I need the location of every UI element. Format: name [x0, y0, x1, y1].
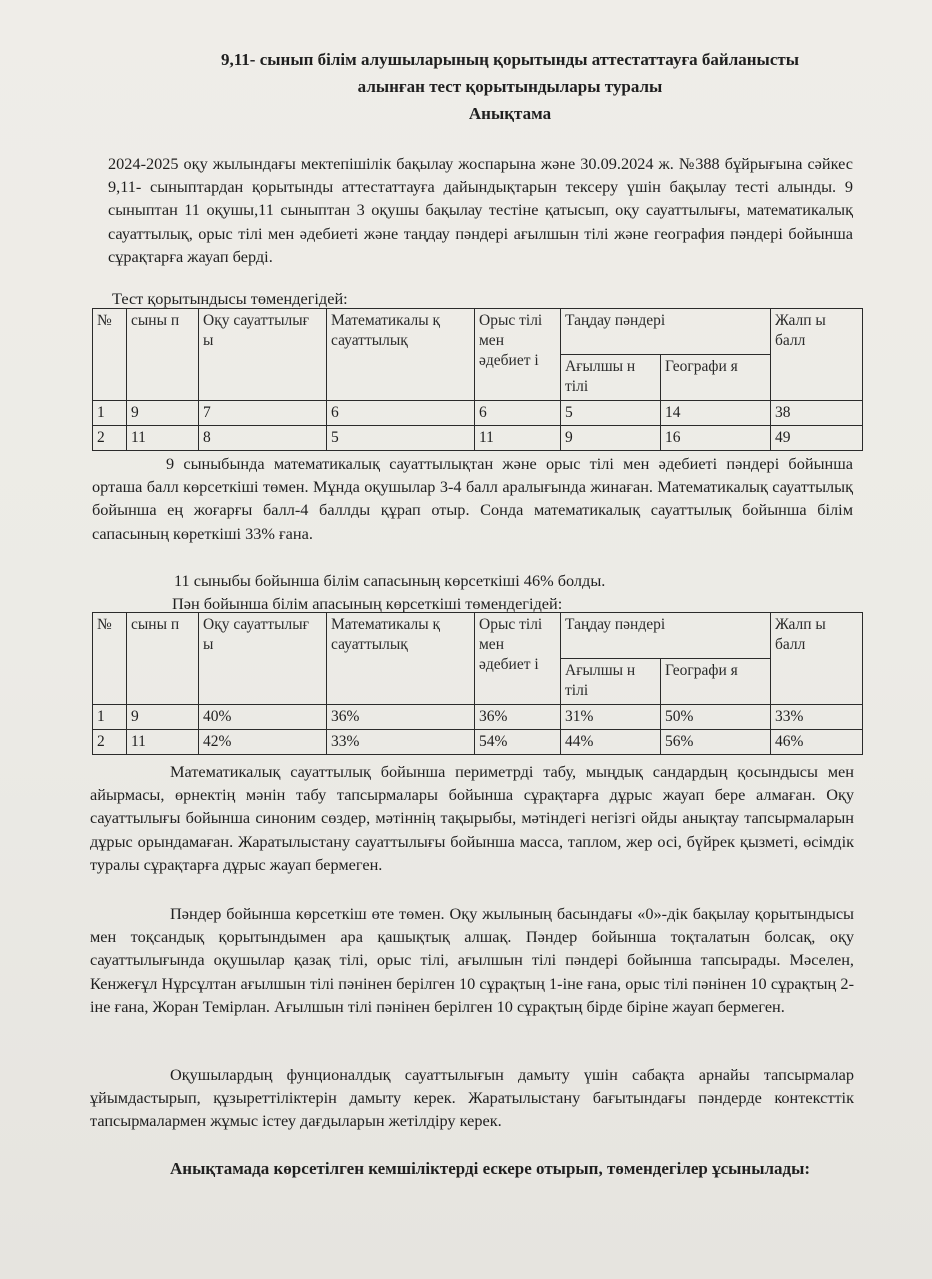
header-reading: Оқу сауаттылығ ы [199, 613, 327, 705]
table-cell: 11 [127, 426, 199, 451]
table-cell: 56% [661, 730, 771, 755]
table-cell: 2 [93, 426, 127, 451]
table-cell: 2 [93, 730, 127, 755]
table-cell: 40% [199, 705, 327, 730]
table-cell: 9 [127, 705, 199, 730]
intro-paragraph: 2024-2025 оқу жылындағы мектепішілік бақылау жоспарына және 30.09.2024 ж. №388 бұйрығына сәйкес 9,11- сыныптардан қорытынды аттестаттауға дайындықтарын тексеру үшін бақылау тесті алынды. 9 сыныптан 11 оқушы,11 сыныптан 3 оқушы бақылау тестіне қатысып, оқу сауаттылығы, математикалық сауаттылық, орыс тілі мен әдебиеті және таңдау пәндері ағылшын тілі және география пәндері бойынша сұрақтарға жауап берді. [108, 154, 853, 266]
header-math: Математикалы қ сауаттылық [327, 309, 475, 401]
header-russian: Орыс тілі мен әдебиет і [475, 309, 561, 401]
table-cell: 54% [475, 730, 561, 755]
table-cell: 49 [771, 426, 863, 451]
paragraph-subjects: Пәндер бойынша көрсеткіш өте төмен. Оқу жылының басындағы «0»-дік бақылау қорытындысы мен тоқсандық қорытындымен ара қашықтық алшақ. Пәндер бойынша тоқталатын болсақ, оқу сауаттылығында оқушылар қазақ тілі, орыс тілі, ағылшын тілі пәндері бойынша тапсырады. Мәселен, Кенжеғұл Нұрсұлтан ағылшын тілі пәнінен берілген 10 сұрақтың 1-іне ғана, орыс тілі пәнінен 10 сұрақтың 2-іне ғана, Жоран Темірлан. Ағылшын тілі пәнінен берілген 10 сұрақтың бірде біріне жауап бермеген. [90, 904, 854, 1016]
table-row [93, 426, 863, 451]
header-num: № [93, 613, 127, 705]
table-cell: 6 [327, 401, 475, 426]
document-title-line1: 9,11- сынып білім алушыларының қорытынды аттестаттауға байланысты [221, 50, 799, 69]
quality-table [92, 612, 863, 755]
grade11-line: 11 сыныбы бойынша білім сапасының көрсеткіші 46% болды. [174, 571, 606, 590]
table-row [93, 705, 863, 730]
conclusion-heading: Анықтамада көрсетілген кемшіліктерді ескере отырып, төмендегілер ұсынылады: [170, 1159, 811, 1178]
table-cell: 1 [93, 401, 127, 426]
table-row [93, 730, 863, 755]
header-total: Жалп ы балл [771, 613, 863, 705]
paragraph-recommendation: Оқушылардың фунционалдық сауаттылығын дамыту үшін сабақта арнайы тапсырмалар ұйымдастырып, құзыреттіліктерін дамыту керек. Жаратылыстану бағытындағы пәндерде контексттік тапсырмалармен жұмыс істеу дағдыларын жетілдіру керек. [90, 1065, 854, 1131]
header-english: Ағылшы н тілі [561, 659, 661, 705]
table-cell: 44% [561, 730, 661, 755]
table-cell: 9 [127, 401, 199, 426]
table-cell: 46% [771, 730, 863, 755]
table-cell: 1 [93, 705, 127, 730]
table-cell: 9 [561, 426, 661, 451]
table-cell: 8 [199, 426, 327, 451]
table-cell: 11 [475, 426, 561, 451]
header-elective: Таңдау пәндері [561, 613, 771, 659]
table-cell: 33% [771, 705, 863, 730]
paragraph-analysis: Математикалық сауаттылық бойынша периметрді табу, мыңдық сандардың қосындысы мен айырмасы, өрнектің мәнін табу тапсырмалары бойынша сұрақтарға дұрыс жауап бере алмаған. Оқу сауаттылығы бойынша синоним сөздер, мәтіннің тақырыбы, мәтіндегі негізгі ойды анықтау тапсырмаларын дұрыс орындамаған. Жаратылыстану сауаттылығы бойынша масса, таплом, жер осі, бүйрек қызметі, өсімдік туралы сұрақтарға дұрыс жауап бермеген. [90, 762, 854, 874]
header-class: сыны п [127, 613, 199, 705]
table-cell: 36% [475, 705, 561, 730]
table-cell: 50% [661, 705, 771, 730]
table-row [93, 401, 863, 426]
header-math: Математикалы қ сауаттылық [327, 613, 475, 705]
header-reading: Оқу сауаттылығ ы [199, 309, 327, 401]
table-cell: 31% [561, 705, 661, 730]
table-cell: 42% [199, 730, 327, 755]
table-cell: 5 [327, 426, 475, 451]
header-class: сыны п [127, 309, 199, 401]
header-geography: Географи я [661, 355, 771, 401]
table-cell: 33% [327, 730, 475, 755]
header-geography: Географи я [661, 659, 771, 705]
table2-caption: Пән бойынша білім апасының көрсеткіші төмендегідей: [172, 594, 563, 613]
paragraph-grade9: 9 сыныбында математикалық сауаттылықтан және орыс тілі мен әдебиеті пәндері бойынша орташа балл көрсеткіші төмен. Мұнда оқушылар 3-4 балл аралығында жинаған. Математикалық сауаттылық бойынша ең жоғарғы балл-4 баллды құрап отыр. Сонда математикалық сауаттылық бойынша білім сапасының көреткіші 33% ғана. [92, 454, 853, 543]
document-title-line3: Анықтама [468, 104, 552, 123]
table-cell: 38 [771, 401, 863, 426]
header-english: Ағылшы н тілі [561, 355, 661, 401]
results-table [92, 308, 863, 451]
table-cell: 16 [661, 426, 771, 451]
table-cell: 11 [127, 730, 199, 755]
table-cell: 14 [661, 401, 771, 426]
document-title-line2: алынған тест қорытындылары туралы [357, 77, 663, 96]
header-num: № [93, 309, 127, 401]
table-cell: 6 [475, 401, 561, 426]
table-cell: 7 [199, 401, 327, 426]
header-total: Жалп ы балл [771, 309, 863, 401]
table1-caption: Тест қорытындысы төмендегідей: [112, 289, 348, 308]
table-cell: 5 [561, 401, 661, 426]
header-russian: Орыс тілі мен әдебиет і [475, 613, 561, 705]
header-elective: Таңдау пәндері [561, 309, 771, 355]
table-cell: 36% [327, 705, 475, 730]
